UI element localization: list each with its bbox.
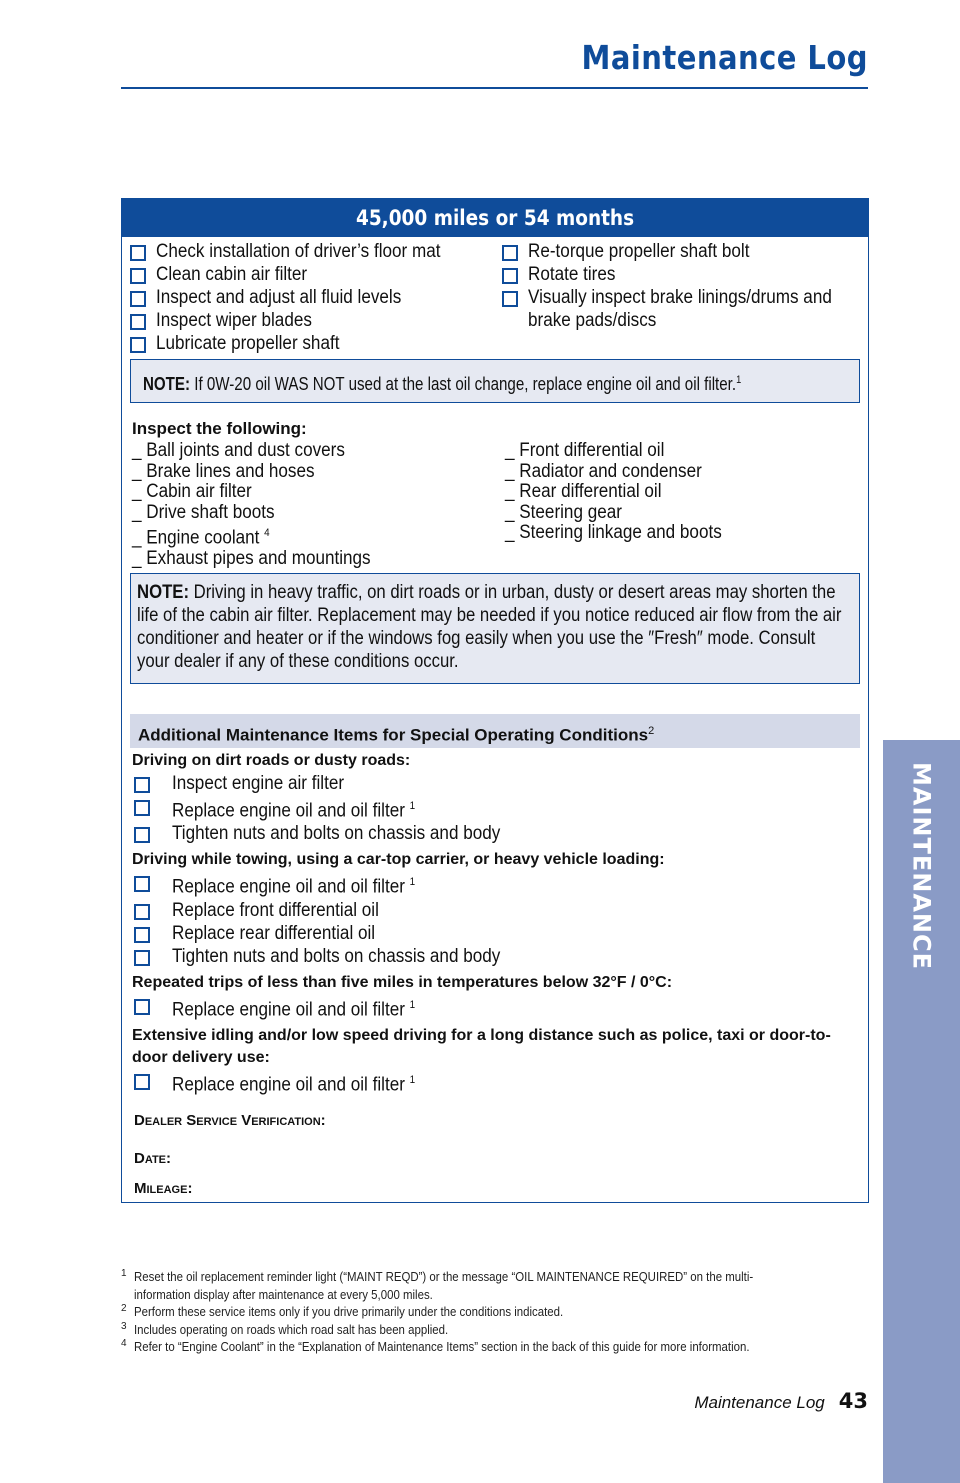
checklist-item[interactable]: Inspect wiper blades [130,309,472,332]
note-text: If 0W-20 oil WAS NOT used at the last oil change, replace engine oil and oil filter. [194,374,737,394]
dealer-verification-label: Dealer Service Verification: [134,1112,326,1130]
condition-item[interactable]: Replace rear differential oil [134,922,868,945]
checkbox-icon[interactable] [130,314,146,330]
checklist-item[interactable]: Re-torque propeller shaft bolt [502,240,866,263]
mileage-label: Mileage: [134,1180,193,1198]
checkbox-icon[interactable] [134,999,150,1015]
condition-heading: Driving while towing, using a car-top carrier, or heavy vehicle loading: [132,851,665,869]
page-number: 43 [838,1389,868,1413]
inspect-item: _ Radiator and condenser [505,460,702,482]
checklist-item[interactable]: Inspect and adjust all fluid levels [130,286,472,309]
side-tab-label: MAINTENANCE [907,762,936,970]
checklist-item[interactable]: Check installation of driver’s floor mat [130,240,472,263]
condition-item[interactable]: Replace engine oil and oil filter $^1$ [134,871,868,898]
checkbox-icon[interactable] [130,291,146,307]
checkbox-icon[interactable] [134,800,150,816]
footnote: 1 Reset the oil replacement reminder light (“MAINT REQD”) or the message “OIL MAINTENANCE REQUIRED” on the multi-information display after maintenance at every 5,000 miles. [121,1268,754,1302]
checklist-item[interactable]: Lubricate propeller shaft [130,332,472,355]
checklist-left [130,240,472,355]
checkbox-icon[interactable] [134,927,150,943]
page-footer [694,1389,868,1413]
inspect-item: _ Steering linkage and boots [505,522,722,544]
footnote-ref: 1 [736,374,742,386]
inspect-item: _ Exhaust pipes and mountings [132,548,371,570]
footnote-ref: 4 [264,527,270,540]
inspect-item: _ Front differential oil [505,440,665,461]
cabin-filter-note [130,573,860,684]
service-interval-box [121,198,869,1203]
inspect-list-left [132,441,397,570]
checkbox-icon[interactable] [130,268,146,284]
footnote: 3 Includes operating on roads which road salt has been applied. [121,1320,449,1337]
checklist-item-continuation: brake pads/discs [528,310,657,331]
condition-item[interactable]: Tighten nuts and bolts on chassis and body [134,945,868,968]
footnotes [121,1268,868,1356]
condition-heading: Driving on dirt roads or dusty roads: [132,752,411,769]
checkbox-icon[interactable] [134,777,150,793]
checkbox-icon[interactable] [134,827,150,843]
checkbox-icon[interactable] [502,268,518,284]
checkbox-icon[interactable] [130,337,146,353]
note-text: Driving in heavy traffic, on dirt roads or in urban, dusty or desert areas may shorten the life of the cabin air filter. Replacement may be needed if you notice reduced air flow from the air conditioner and heater or if the windows fog easily when you use the ″Fresh″ mode. Consult your dealer if any of these conditions occur. [137,582,842,672]
condition-heading: Repeated trips of less than five miles in temperatures below 32°F / 0°C: [132,973,673,991]
inspect-heading: Inspect the following: [132,419,307,438]
page-title: Maintenance Log [581,38,868,77]
note-label: NOTE: [137,582,190,603]
footnote: 2 Perform these service items only if you drive primarily under the conditions indicated. [121,1303,564,1319]
footnote: 4 Refer to “Engine Coolant” in the “Explanation of Maintenance Items” section in the back of this guide for more information. [121,1338,750,1354]
inspect-item: _ Ball joints and dust covers [132,440,345,461]
section-side-tab [883,740,960,1483]
date-label: Date: [134,1150,172,1168]
condition-item[interactable]: Replace engine oil and oil filter $^1$ [134,795,868,822]
checklist-item[interactable]: Rotate tires [502,263,866,286]
footer-section-name: Maintenance Log [694,1393,825,1412]
interval-heading: 45,000 miles or 54 months [122,199,868,237]
condition-item[interactable]: Inspect engine air filter [134,772,868,795]
condition-heading: Extensive idling and/or low speed driving for a long distance such as police, taxi or door-to-door delivery use: [132,1026,831,1066]
inspect-item: _ Drive shaft boots [132,501,275,523]
checkbox-icon[interactable] [130,245,146,261]
checkbox-icon[interactable] [134,1074,150,1090]
inspect-item: _ Steering gear [505,501,622,523]
condition-item[interactable]: Tighten nuts and bolts on chassis and body [134,822,868,845]
checkbox-icon[interactable] [502,291,518,307]
inspect-item: _ Engine coolant $^4$ [132,527,270,549]
checklist-item[interactable]: Visually inspect brake linings/drums and [502,286,866,309]
checkbox-icon[interactable] [134,950,150,966]
checkbox-icon[interactable] [134,876,150,892]
checkbox-icon[interactable] [502,245,518,261]
inspect-section [122,403,868,573]
checklist-right [502,240,866,332]
checklist-item[interactable]: Clean cabin air filter [130,263,472,286]
special-conditions [132,750,868,1096]
oil-note [130,359,860,403]
inspect-list-right [505,441,746,544]
inspect-item: _ Cabin air filter [132,481,252,503]
checkbox-icon[interactable] [134,904,150,920]
checklist [122,237,868,359]
title-rule [121,87,868,89]
condition-item[interactable]: Replace engine oil and oil filter $^1$ [134,994,868,1021]
inspect-item: _ Rear differential oil [505,481,662,503]
additional-items-heading: Additional Maintenance Items for Special Operating Conditions$^2$ [130,714,860,748]
inspect-item: _ Brake lines and hoses [132,460,315,482]
condition-item[interactable]: Replace front differential oil [134,899,868,922]
condition-item[interactable]: Replace engine oil and oil filter $^1$ [134,1069,868,1096]
note-label: NOTE: [143,374,191,394]
